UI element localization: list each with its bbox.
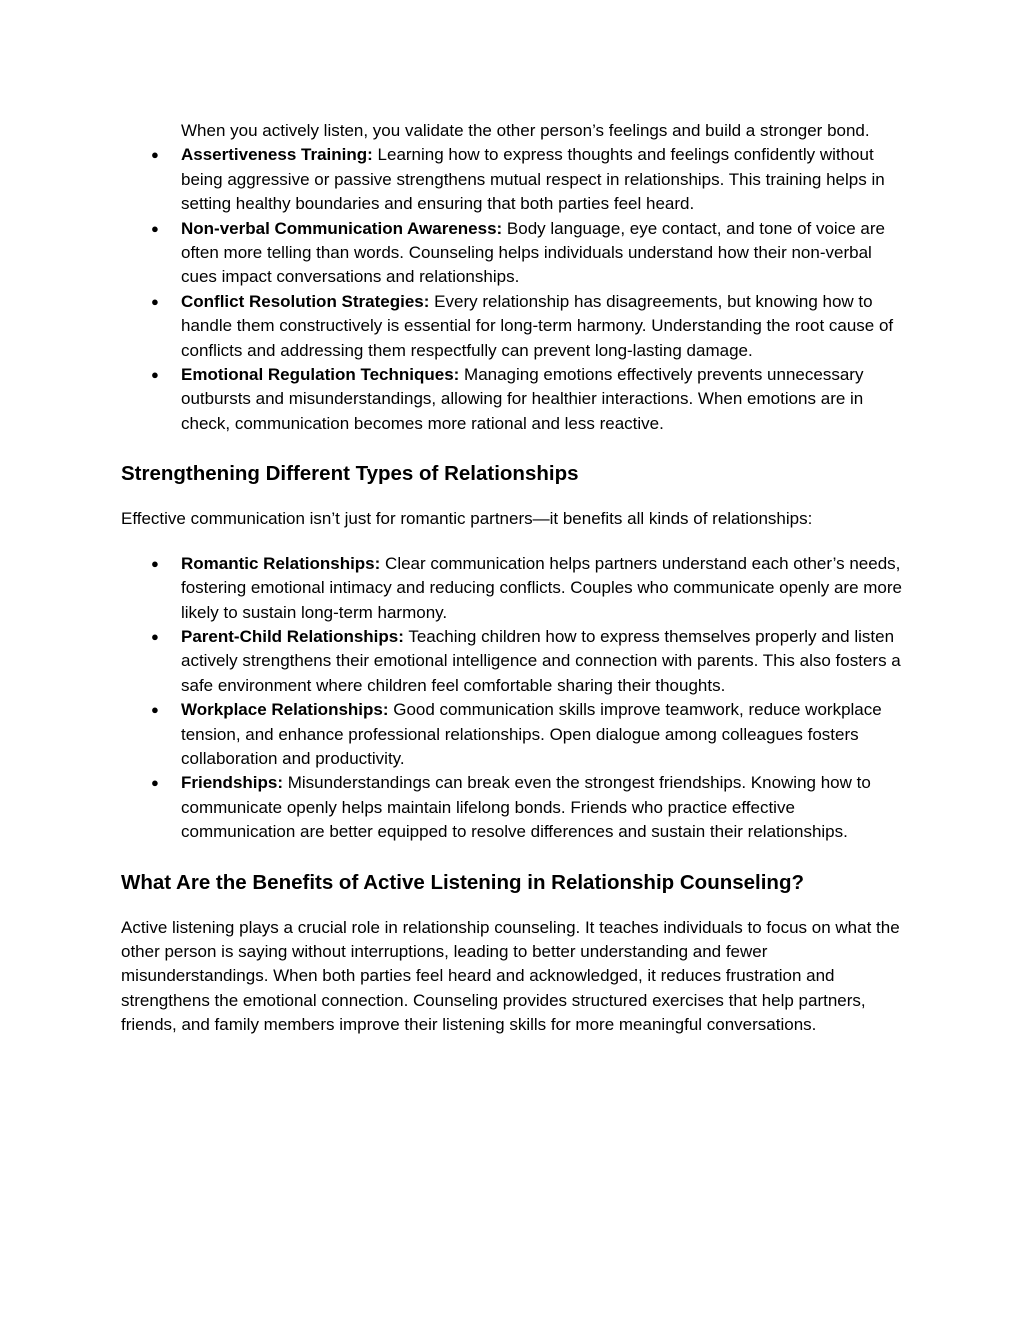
list-item-nonverbal [121, 217, 911, 290]
list-item-term: Workplace Relationships: [181, 700, 389, 720]
list-item-term: Friendships: [181, 773, 284, 793]
list-item-emotional-regulation [121, 363, 911, 436]
list-item-romantic [121, 552, 911, 625]
bullet-icon: ● [151, 220, 159, 236]
list-item-text: Good communication skills improve teamwork, reduce workplace tension, and enhance professional relationships. Open dialogue among colleagues fosters collaboration and productivity. [181, 700, 882, 768]
list-item-term: Parent-Child Relationships: [181, 626, 404, 646]
bullet-icon: ● [151, 628, 159, 644]
list-item-assertiveness [121, 143, 911, 216]
list-item-term: Non-verbal Communication Awareness: [181, 218, 503, 238]
bullet-icon: ● [151, 555, 159, 571]
document-page [121, 119, 911, 1038]
list-item-text: Learning how to express thoughts and feelings confidently without being aggressive or passive strengthens mutual respect in relationships. This training helps in setting healthy boundaries and ensuring that both parties feel heard. [181, 145, 885, 214]
list-item-text: Managing emotions effectively prevents unnecessary outbursts and misunderstandings, allowing for healthier interactions. When emotions are in check, communication becomes more rational and less reactive. [181, 365, 864, 433]
section-intro-paragraph: Effective communication isn’t just for romantic partners—it benefits all kinds of relationships: [121, 509, 813, 529]
list-item-text: Clear communication helps partners understand each other’s needs, fostering emotional intimacy and reducing conflicts. Couples who communicate openly are more likely to sustain long-term harmony. [181, 553, 902, 622]
active-listening-paragraph: Active listening plays a crucial role in relationship counseling. It teaches individuals to focus on what the other person is saying without interruptions, leading to better understanding and fewer misunderstandings. When both parties feel heard and acknowledged, it reduces frustration and strengthens the emotional connection. Counseling provides structured exercises that help partners, friends, and family members improve their listening skills for more meaningful conversations. [121, 917, 900, 1035]
list-item-text: Misunderstandings can break even the strongest friendships. Knowing how to communicate openly helps maintain lifelong bonds. Friends who practice effective communication are better equipped to resolve differences and sustain their relationships. [181, 773, 871, 842]
list-item-text: Every relationship has disagreements, but knowing how to handle them constructively is essential for long-term harmony. Understanding the root cause of conflicts and addressing them respectfully can prevent long-lasting damage. [181, 291, 894, 360]
list-item-friendships [121, 771, 911, 844]
list-item-term: Assertiveness Training: [181, 145, 373, 165]
bullet-icon: ● [151, 147, 159, 163]
section-heading-relationship-types: Strengthening Different Types of Relationships [121, 462, 579, 486]
relationship-types-list [121, 552, 911, 845]
list-item-text: Teaching children how to express themselves properly and listen actively strengthens their emotional intelligence and connection with parents. This also fosters a safe environment where children feel comfortable sharing their thoughts. [181, 626, 901, 695]
bullet-icon: ● [151, 775, 159, 791]
section-heading-active-listening: What Are the Benefits of Active Listening in Relationship Counseling? [121, 870, 804, 894]
list-item-workplace [121, 698, 911, 771]
bullet-icon: ● [151, 367, 159, 383]
bullet-icon: ● [151, 702, 159, 718]
list-item-conflict-resolution [121, 290, 911, 363]
list-item-term: Romantic Relationships: [181, 553, 381, 573]
communication-skills-list [121, 143, 911, 436]
list-item-term: Conflict Resolution Strategies: [181, 291, 430, 311]
bullet-icon: ● [151, 293, 159, 309]
list-item-term: Emotional Regulation Techniques: [181, 365, 460, 385]
list-item-continuation: When you actively listen, you validate the other person’s feelings and build a stronger bond. [181, 121, 870, 140]
list-item-parent-child [121, 625, 911, 698]
list-item-text: Body language, eye contact, and tone of voice are often more telling than words. Counseling helps individuals understand how their non-verbal cues impact conversations and relationships. [181, 218, 885, 287]
